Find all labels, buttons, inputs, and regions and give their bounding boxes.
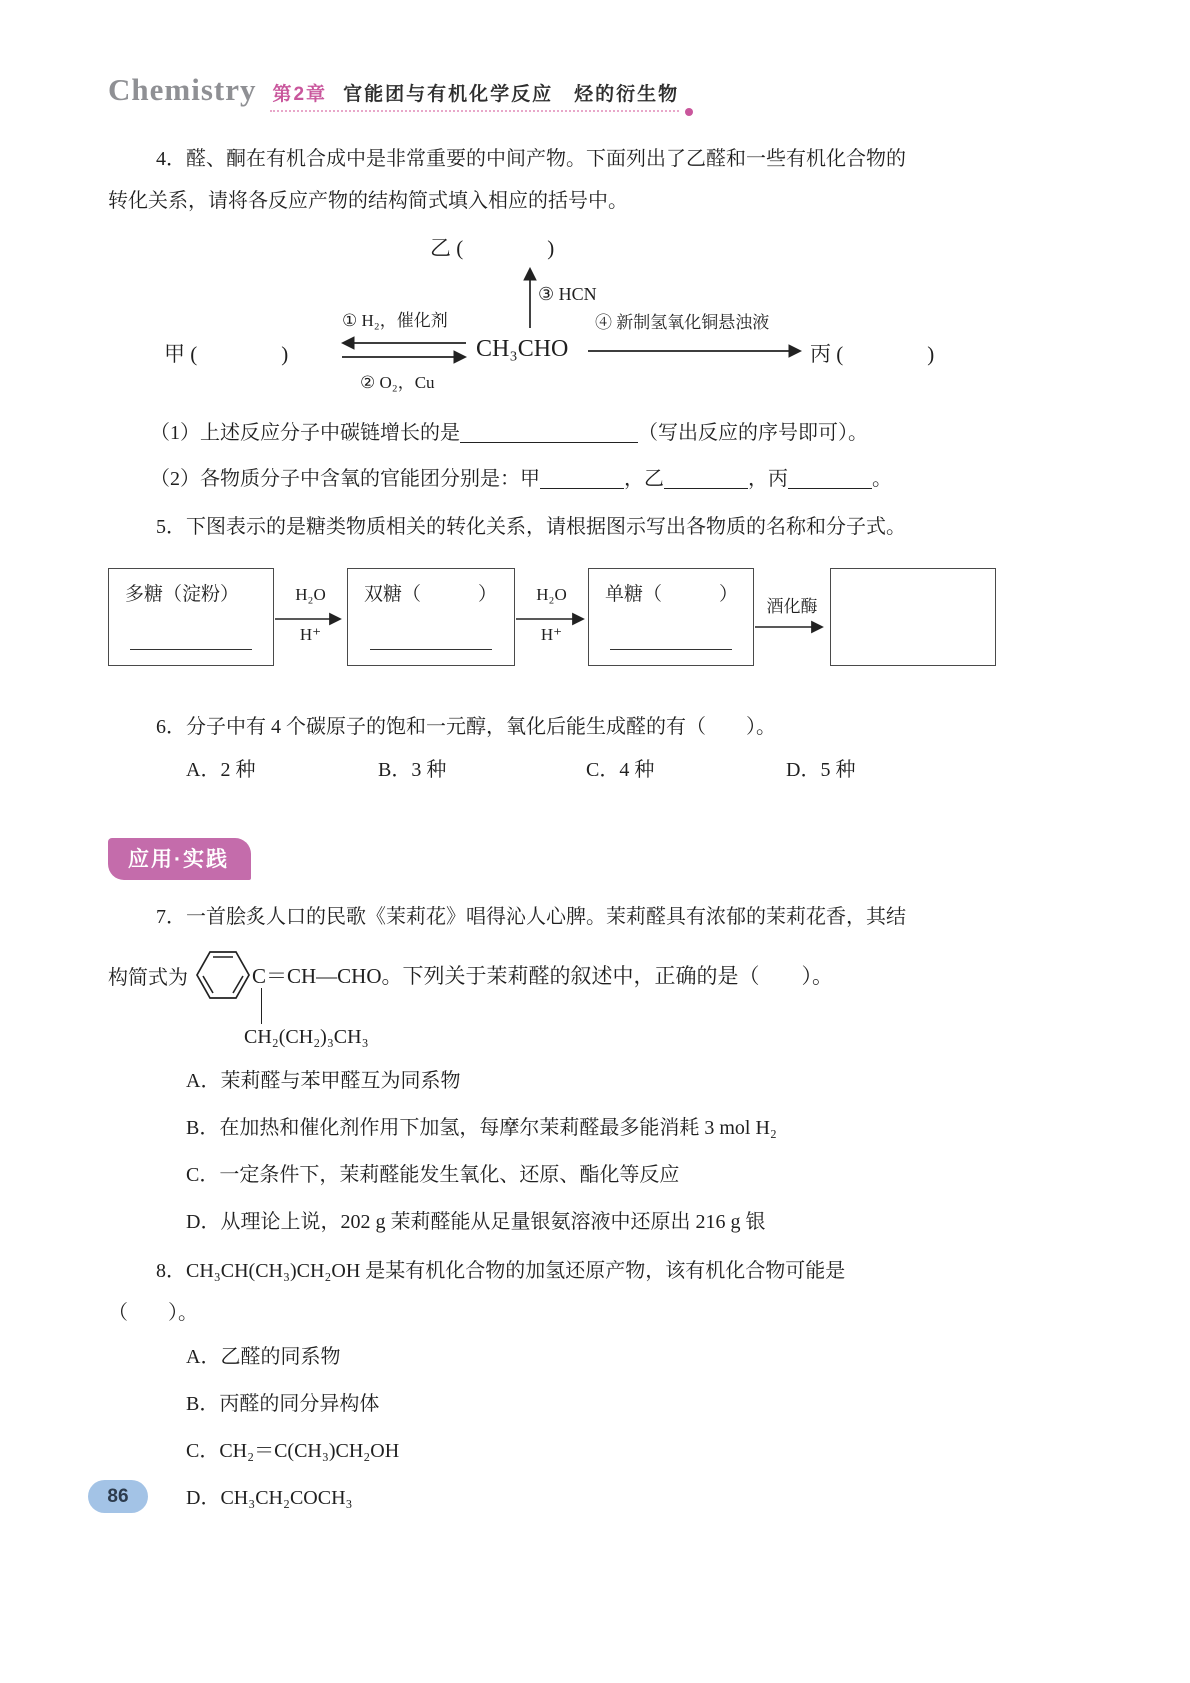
q4-sub1 [108,410,1083,456]
q7-structure-row [108,940,1083,1010]
q6-option-c: C．4 种 [586,759,655,781]
q4-sub2-blank-yi [664,469,748,489]
flow-right-arrow-icon [754,620,830,634]
q4-sub2-text: （2）各物质分子中含氧的官能团分别是：甲 [150,468,540,490]
flow-box-product-empty [830,568,996,666]
bond-line-icon [261,988,262,1024]
acetaldehyde-formula: CH₃CHO [476,336,569,362]
q4-sub2-mid1: ，乙 [624,468,664,490]
flow-arrow1-reagent: H₂O [295,585,326,604]
q7-option-b: B．在加热和催化剂作用下加氢，每摩尔茉莉醛最多能消耗 3 mol H₂ [186,1117,777,1139]
q4-sub1-note: （写出反应的序号即可）。 [638,422,868,444]
q7-option-d: D．从理论上说，202 g 茉莉醛能从足量银氨溶液中还原出 216 g 银 [186,1211,766,1233]
reaction-step4-label: ④ 新制氢氧化铜悬浊液 [595,313,770,332]
flow-right-arrow-icon [515,612,591,626]
section-badge-application-practice: 应用·实践 [108,838,251,880]
chapter-line [272,79,679,106]
flow-arrow2-catalyst: H⁺ [540,625,563,644]
q7-chain-formula: C＝CH—CHO。下列关于茉莉醛的叙述中，正确的是（ ）。 [252,964,834,988]
dotted-rule [270,110,679,112]
chapter-title: 官能团与有机化学反应 烃的衍生物 [343,84,680,105]
q8-option-c: C．CH₂＝C(CH₃)CH₂OH [186,1440,400,1462]
flow-box-polysaccharide [108,568,274,666]
q6-option-a: A．2 种 [186,759,256,781]
product-jia-blank: 甲 ( ) [164,342,289,366]
flow-box-disaccharide [347,568,515,666]
flow-arrow2-reagent: H₂O [536,585,567,604]
q5-text: 5．下图表示的是糖类物质相关的转化关系，请根据图示写出各物质的名称和分子式。 [156,516,906,538]
q7-text-line1: 7．一首脍炙人口的民歌《茉莉花》唱得沁人心脾。茉莉醛具有浓郁的茉莉花香，其结 [156,906,906,928]
brand-logo: Chemistry [108,72,257,107]
q7-structural-formula [108,940,1083,1058]
flow-arrow-hydrolysis-2 [515,568,588,666]
q7-structure-prefix: 构简式为 [108,966,188,989]
q4-sub2-blank-bing [788,469,872,489]
q8-option-d: D．CH₃CH₂COCH₃ [186,1487,353,1509]
flow-box-monosaccharide [588,568,754,666]
q7-branch-formula: CH₂(CH₂)₃CH₃ [244,1026,369,1048]
page-header [108,72,693,114]
flow-arrow-hydrolysis-1 [274,568,347,666]
flow-right-arrow-icon [274,612,347,626]
flow-arrow3-enzyme: 酒化酶 [766,597,818,616]
up-arrow-icon [520,262,540,332]
q8-option-b: B．丙醛的同分异构体 [186,1393,380,1415]
chapter-heading [270,79,693,114]
product-bing-blank: 丙 ( ) [810,342,935,366]
q4-reaction-diagram [108,232,1083,410]
q8-text-line1: 8．CH₃CH(CH₃)CH₂OH 是某有机化合物的加氢还原产物，该有机化合物可能是 [156,1260,846,1282]
q4-sub2-mid2: ，丙 [748,468,788,490]
flow-box1-answer-blank [130,649,251,650]
benzene-ring-icon [194,943,252,1007]
end-dot-icon [685,108,693,116]
q7-option-a: A．茉莉醛与苯甲醛互为同系物 [186,1070,461,1092]
q4-sub1-answer-blank [460,423,638,443]
q6-option-d: D．5 种 [786,759,856,781]
flow-box3-label: 单糖（ ） [605,584,739,605]
q8-option-a: A．乙醛的同系物 [186,1346,341,1368]
reaction-step1-label: ① H₂，催化剂 [342,311,448,330]
reaction-step2-label: ② O₂，Cu [360,373,435,392]
q4-text-line1: 4．醛、酮在有机合成中是非常重要的中间产物。下面列出了乙醛和一些有机化合物的 [156,148,906,170]
flow-box2-answer-blank [370,649,493,650]
q4-sub2-blank-jia [540,469,624,489]
flow-box1-label: 多糖（淀粉） [125,584,240,605]
flow-arrow-fermentation [754,568,830,666]
q8-text-line2: （ ）。 [108,1302,198,1324]
q4-sub2 [108,456,1083,502]
flow-arrow1-catalyst: H⁺ [299,625,322,644]
chapter-number: 第2章 [272,84,328,105]
q4-text-line2: 转化关系，请将各反应产物的结构简式填入相应的括号中。 [108,190,628,212]
page-number-badge: 86 [88,1480,148,1513]
equilibrium-arrows-icon [336,336,472,366]
q7-options [186,1058,1083,1246]
page-content [108,138,1083,1522]
q6-option-b: B．3 种 [378,759,447,781]
q4-sub1-text: （1）上述反应分子中碳链增长的是 [150,422,460,444]
product-yi-blank: 乙 ( ) [430,236,555,260]
q7-option-c: C．一定条件下，茉莉醛能发生氧化、还原、酯化等反应 [186,1164,680,1186]
flow-box2-label: 双糖（ ） [364,584,498,605]
reaction-step3-label: ③ HCN [538,284,597,304]
q6-text: 6．分子中有 4 个碳原子的饱和一元醇，氧化后能生成醛的有（ ）。 [156,716,776,738]
flow-box3-answer-blank [610,649,731,650]
q4-sub2-end: 。 [872,468,892,490]
q5-flow-diagram [108,568,1083,666]
right-arrow-icon [586,342,808,360]
q8-options [186,1334,1083,1522]
q6-options [186,748,1083,792]
